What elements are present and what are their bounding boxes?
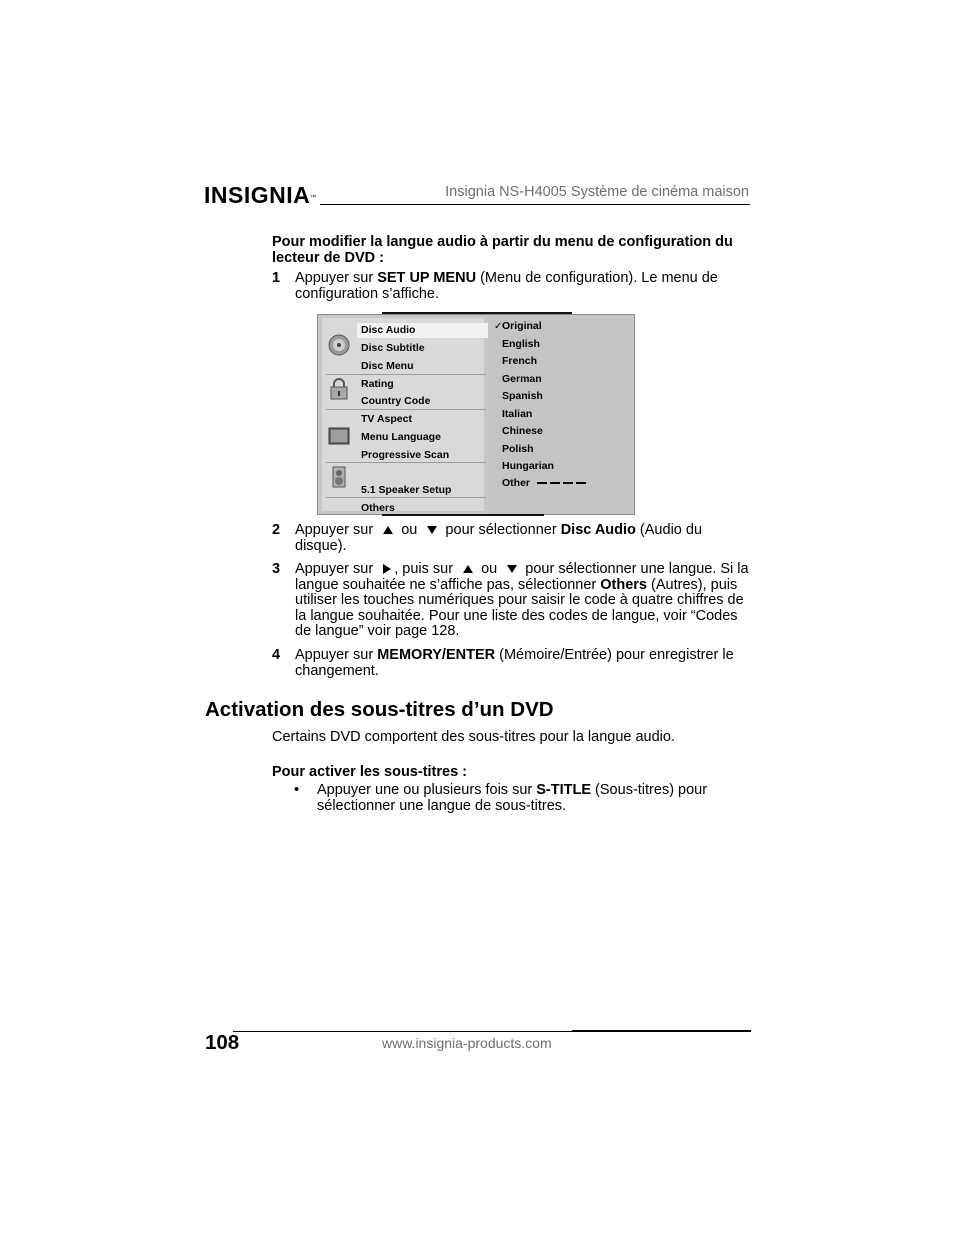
step-number-3: 3: [272, 561, 281, 577]
language-option-spanish: Spanish: [502, 390, 543, 402]
menu-divider: [326, 374, 486, 375]
language-option-english: English: [502, 338, 540, 350]
step-2-text: Appuyer sur ou pour sélectionner Disc Audio (Audio du disque).: [295, 522, 703, 554]
step-number-1: 1: [272, 270, 281, 286]
language-option-french: French: [502, 355, 538, 367]
language-option-chinese: Chinese: [502, 425, 543, 437]
menu-item-others: Others: [361, 502, 395, 514]
disc-icon: [328, 334, 350, 356]
subtitle-procedure-heading: Pour activer les sous-titres :: [272, 764, 468, 780]
down-arrow-icon: [427, 526, 437, 534]
step-3-text: Appuyer sur , puis sur ou pour sélectionner une langue. Si la langue souhaitée ne s’affiche pas, sélectionner Others (Autres), puis utiliser les touches numériques pour saisir le code à quatre chiffres de la langue souhaitée. Pour une liste des codes de langue, voir “Codes de langue” voir page 128.: [295, 561, 749, 640]
tv-icon: [328, 425, 350, 447]
setup-menu-screenshot: [317, 314, 635, 515]
menu-item-disc-menu: Disc Menu: [361, 360, 414, 372]
language-option-other: Other: [502, 477, 586, 489]
step-1-text: Appuyer sur SET UP MENU (Menu de configuration). Le menu de configuration s’affiche.: [295, 270, 718, 302]
footer-url: www.insignia-products.com: [382, 1035, 552, 1051]
header-rule: [320, 204, 750, 205]
language-option-hungarian: Hungarian: [502, 460, 554, 472]
menu-item-menu-language: Menu Language: [361, 431, 441, 443]
up-arrow-icon: [383, 526, 393, 534]
language-option-original: Original: [502, 320, 542, 332]
menu-item-speaker-setup: 5.1 Speaker Setup: [361, 484, 452, 496]
step-4-text: Appuyer sur MEMORY/ENTER (Mémoire/Entrée) pour enregistrer le changement.: [295, 647, 734, 679]
menu-divider: [326, 462, 486, 463]
menu-item-tv-aspect: TV Aspect: [361, 413, 412, 425]
insignia-logo: INSIGNIA™: [204, 182, 317, 208]
menu-item-disc-audio: Disc Audio: [357, 323, 493, 338]
section-intro-text: Certains DVD comportent des sous-titres pour la langue audio.: [272, 729, 675, 745]
footer-rule-thick: [572, 1030, 751, 1032]
language-option-german: German: [502, 373, 542, 385]
bullet-mark: •: [294, 782, 300, 798]
menu-item-country-code: Country Code: [361, 395, 431, 407]
menu-divider: [326, 409, 486, 410]
language-option-panel: [488, 315, 634, 514]
language-option-italian: Italian: [502, 408, 533, 420]
menu-item-rating: Rating: [361, 378, 394, 390]
section-heading: Activation des sous-titres d’un DVD: [205, 698, 554, 721]
down-arrow-icon: [507, 565, 517, 573]
up-arrow-icon: [463, 565, 473, 573]
step-number-2: 2: [272, 522, 281, 538]
procedure-heading: Pour modifier la langue audio à partir du menu de configuration du lecteur de DVD :: [272, 234, 733, 266]
menu-bottom-border: [382, 514, 544, 516]
menu-item-progressive-scan: Progressive Scan: [361, 449, 450, 461]
step-number-4: 4: [272, 647, 281, 663]
menu-item-disc-subtitle: Disc Subtitle: [361, 342, 425, 354]
lock-icon: [328, 378, 350, 400]
menu-divider: [326, 497, 486, 498]
speaker-icon: [328, 466, 350, 488]
header-title: Insignia NS-H4005 Système de cinéma maison: [445, 184, 749, 200]
language-option-polish: Polish: [502, 443, 534, 455]
checkmark-icon: ✓: [494, 321, 503, 332]
trademark-symbol: ™: [310, 195, 317, 201]
right-arrow-icon: [383, 564, 391, 574]
page-number: 108: [205, 1031, 240, 1054]
menu-category-panel: [322, 318, 484, 514]
bullet-text: Appuyer une ou plusieurs fois sur S-TITLE (Sous-titres) pour sélectionner une langue de sous-titres.: [317, 782, 708, 814]
